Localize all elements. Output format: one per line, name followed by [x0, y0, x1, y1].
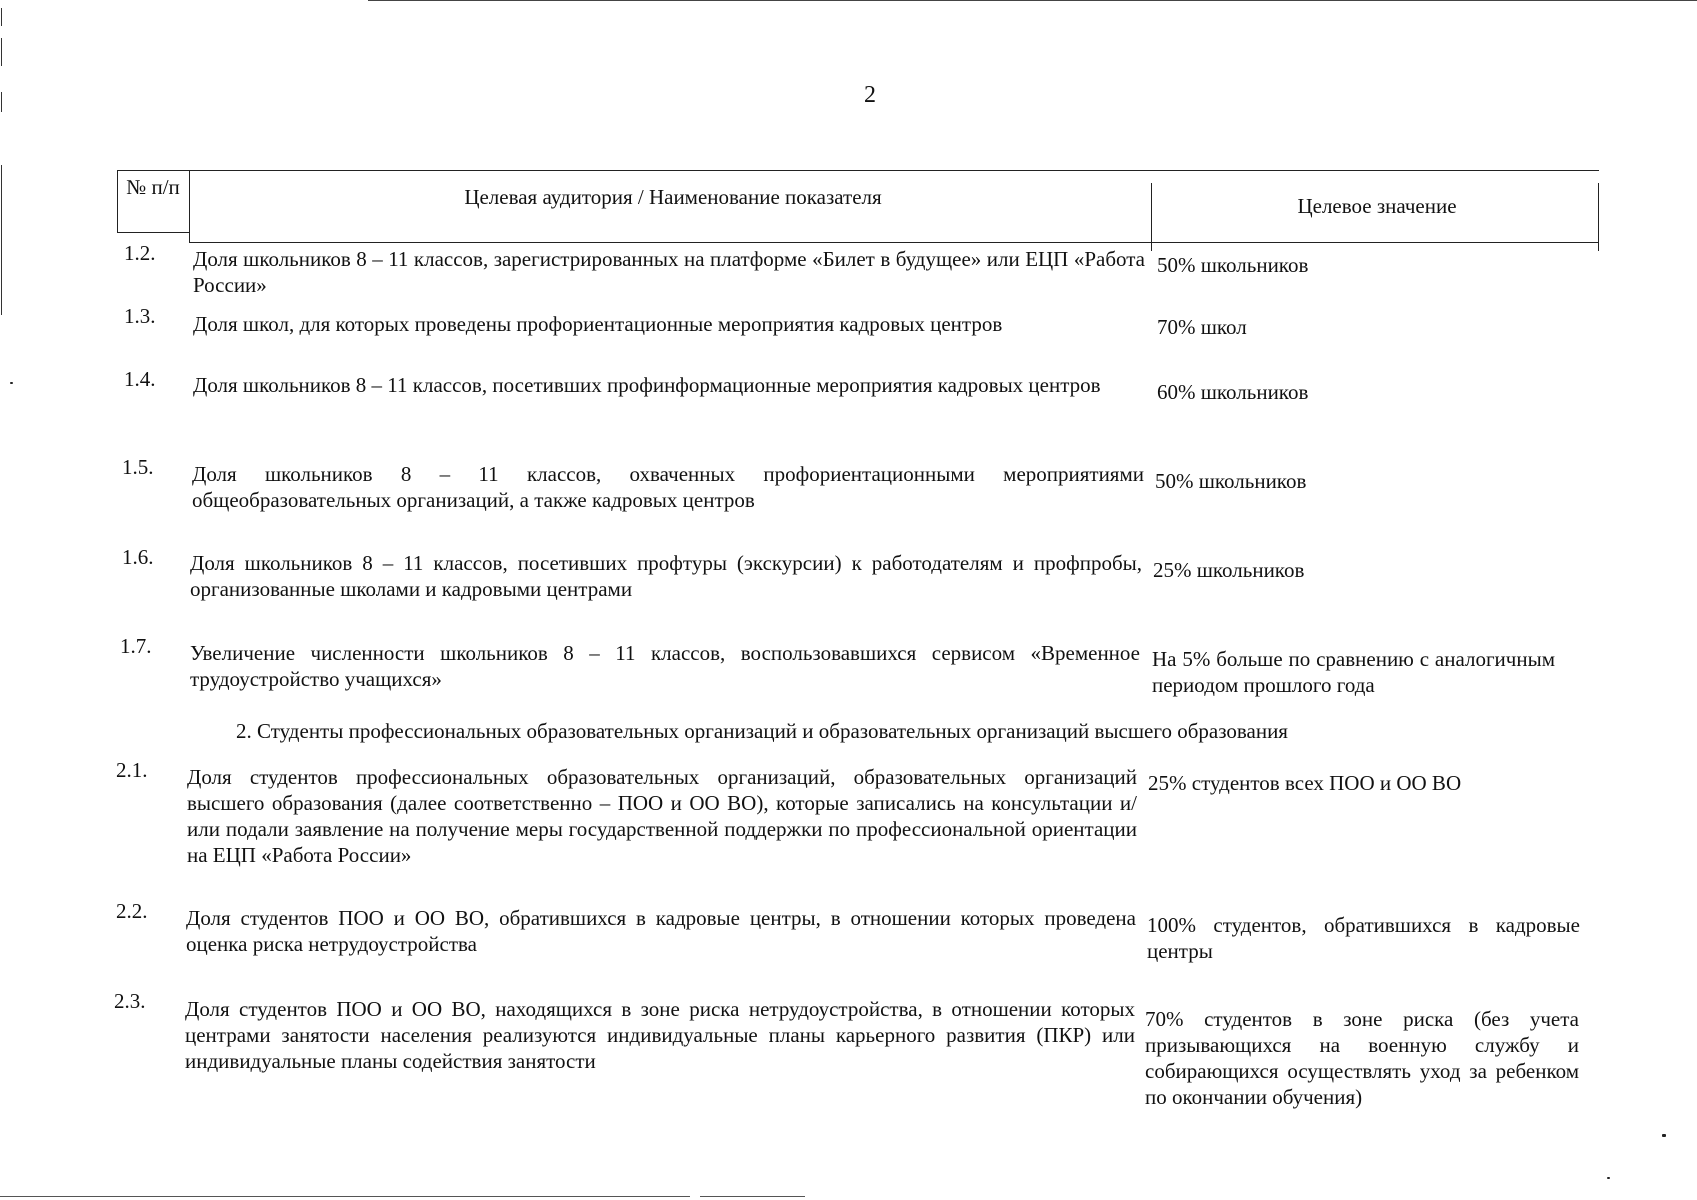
section-title: 2. Студенты профессиональных образовательных организаций и образовательных организаций высшего образования — [236, 719, 1288, 743]
indicator-name: Доля студентов ПОО и ОО ВО, находящихся в зоне риска нетрудоустройства, в отношении которых центрами занятости населения реализуются индивидуальные планы карьерного развития (ПКР) или индивидуальные планы содействия занятости — [185, 997, 1135, 1073]
scan-speck — [1662, 1134, 1666, 1137]
scan-speck — [10, 382, 13, 384]
table-header — [117, 170, 1599, 252]
indicator-name: Доля школьников 8 – 11 классов, охваченных профориентационными мероприятиями общеобразовательных организаций, а также кадровых центров — [192, 462, 1144, 512]
target-value: 50% школьников — [1157, 253, 1309, 277]
scan-edge-line — [0, 1196, 690, 1197]
border-line — [189, 242, 1599, 243]
indicator-name: Доля студентов ПОО и ОО ВО, обратившихся в кадровые центры, в отношении которых проведена оценка риска нетрудоустройства — [186, 906, 1136, 956]
indicator-name: Увеличение численности школьников 8 – 11 классов, воспользовавшихся сервисом «Временное трудоустройство учащихся» — [190, 641, 1140, 691]
header-target-label: Целевое значение — [1297, 194, 1457, 218]
target-value: На 5% больше по сравнению с аналогичным периодом прошлого года — [1152, 647, 1555, 697]
row-number: 1.3. — [124, 304, 156, 328]
target-value: 70% студентов в зоне риска (без учета призывающихся на военную службу и собирающихся осуществлять уход за ребенком по окончании обучения) — [1145, 1007, 1579, 1109]
scan-edge-line — [368, 0, 1697, 1]
scan-margin-mark — [1, 165, 2, 315]
border-line — [189, 170, 190, 242]
row-number: 2.1. — [116, 758, 148, 782]
target-value: 50% школьников — [1155, 469, 1307, 493]
target-value: 70% школ — [1157, 315, 1247, 339]
indicator-name: Доля школьников 8 – 11 классов, зарегистрированных на платформе «Билет в будущее» или ЕЦП «Работа России» — [193, 247, 1145, 297]
scan-speck — [1607, 1177, 1610, 1179]
row-number: 1.2. — [124, 241, 156, 265]
indicator-name: Доля школьников 8 – 11 классов, посетивших профинформационные мероприятия кадровых центров — [193, 373, 1101, 397]
scan-edge-line — [700, 1196, 805, 1197]
row-number: 2.3. — [114, 989, 146, 1013]
indicator-name: Доля школ, для которых проведены профориентационные мероприятия кадровых центров — [193, 312, 1003, 336]
page-number: 2 — [864, 82, 876, 108]
header-number-label: № п/п — [126, 175, 180, 199]
target-value: 25% школьников — [1153, 558, 1305, 582]
row-number: 1.7. — [120, 634, 152, 658]
scan-margin-mark — [1, 92, 2, 112]
target-value: 60% школьников — [1157, 380, 1309, 404]
row-number: 2.2. — [116, 899, 148, 923]
border-line — [117, 232, 189, 233]
scan-margin-mark — [1, 8, 2, 26]
target-value: 25% студентов всех ПОО и ОО ВО — [1148, 771, 1462, 795]
row-number: 1.6. — [122, 545, 154, 569]
scan-margin-mark — [1, 38, 2, 66]
indicator-name: Доля студентов профессиональных образовательных организаций, образовательных организаций высшего образования (далее соответственно – ПОО и ОО ВО), которые записались на консультации и/или подали заявление на получение меры государственной поддержки по профессиональной ориентации на ЕЦП «Работа России» — [187, 765, 1137, 867]
header-indicator-label: Целевая аудитория / Наименование показателя — [464, 185, 882, 209]
target-value: 100% студентов, обратившихся в кадровые центры — [1147, 913, 1580, 963]
border-line — [117, 170, 1599, 171]
row-number: 1.4. — [124, 367, 156, 391]
indicator-name: Доля школьников 8 – 11 классов, посетивших профтуры (экскурсии) к работодателям и профпробы, организованные школами и кадровыми центрами — [190, 551, 1142, 601]
row-number: 1.5. — [122, 455, 154, 479]
